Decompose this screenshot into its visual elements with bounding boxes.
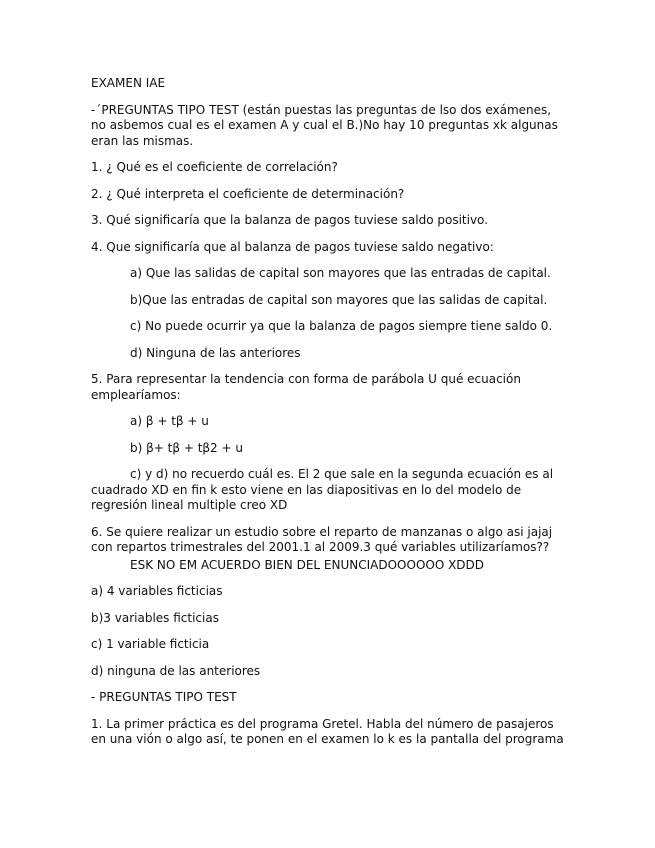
document-title: EXAMEN IAE <box>91 76 166 90</box>
q6-option-b: b)3 variables ficticias <box>91 610 219 625</box>
question-6-note: ESK NO EM ACUERDO BIEN DEL ENUNCIADOOOOOO XDDD <box>130 557 485 572</box>
q6-option-a: a) 4 variables ficticias <box>91 584 223 598</box>
question-5: 5. Para representar la tendencia con forma de parábola U qué ecuación emplearíamos: <box>91 372 521 402</box>
q5-option-a: a) β + tβ + u <box>130 414 209 428</box>
document-page <box>91 76 567 759</box>
q6-option-d: d) ninguna de las anteriores <box>91 663 261 678</box>
section-2-question-1: 1. La primer práctica es del programa Gretel. Habla del número de pasajeros en una vión o algo así, te ponen en el examen lo k es la pantalla del programa <box>91 716 564 746</box>
question-1: 1. ¿ Qué es el coeficiente de correlación? <box>91 160 338 174</box>
q5-option-cd: c) y d) no recuerdo cuál es. El 2 que sale en la segunda ecuación es al cuadrado XD en fin k esto viene en las diapositivas en lo del modelo de regresión lineal multiple creo XD <box>91 467 554 512</box>
question-4: 4. Que significaría que al balanza de pagos tuviese saldo negativo: <box>91 239 494 254</box>
q4-option-c: c) No puede ocurrir ya que la balanza de pagos siempre tiene saldo 0. <box>130 319 553 333</box>
question-3: 3. Qué significaría que la balanza de pagos tuviese saldo positivo. <box>91 213 488 227</box>
question-6: 6. Se quiere realizar un estudio sobre el reparto de manzanas o algo asi jajaj con repartos trimestrales del 2001.1 al 2009.3 qué variables utilizaríamos?? <box>91 524 553 554</box>
q4-option-a: a) Que las salidas de capital son mayores que las entradas de capital. <box>130 266 551 280</box>
intro-paragraph: -´PREGUNTAS TIPO TEST (están puestas las preguntas de lso dos exámenes, no asbemos cual es el examen A y cual el B.)No hay 10 preguntas xk algunas eran las mismas. <box>91 102 558 148</box>
q5-option-b: b) β+ tβ + tβ2 + u <box>130 440 243 455</box>
question-2: 2. ¿ Qué interpreta el coeficiente de determinación? <box>91 186 405 201</box>
q4-option-b: b)Que las entradas de capital son mayores que las salidas de capital. <box>130 292 548 307</box>
q4-option-d: d) Ninguna de las anteriores <box>130 345 301 360</box>
section-2-title: - PREGUNTAS TIPO TEST <box>91 690 237 704</box>
q6-option-c: c) 1 variable ficticia <box>91 637 210 651</box>
